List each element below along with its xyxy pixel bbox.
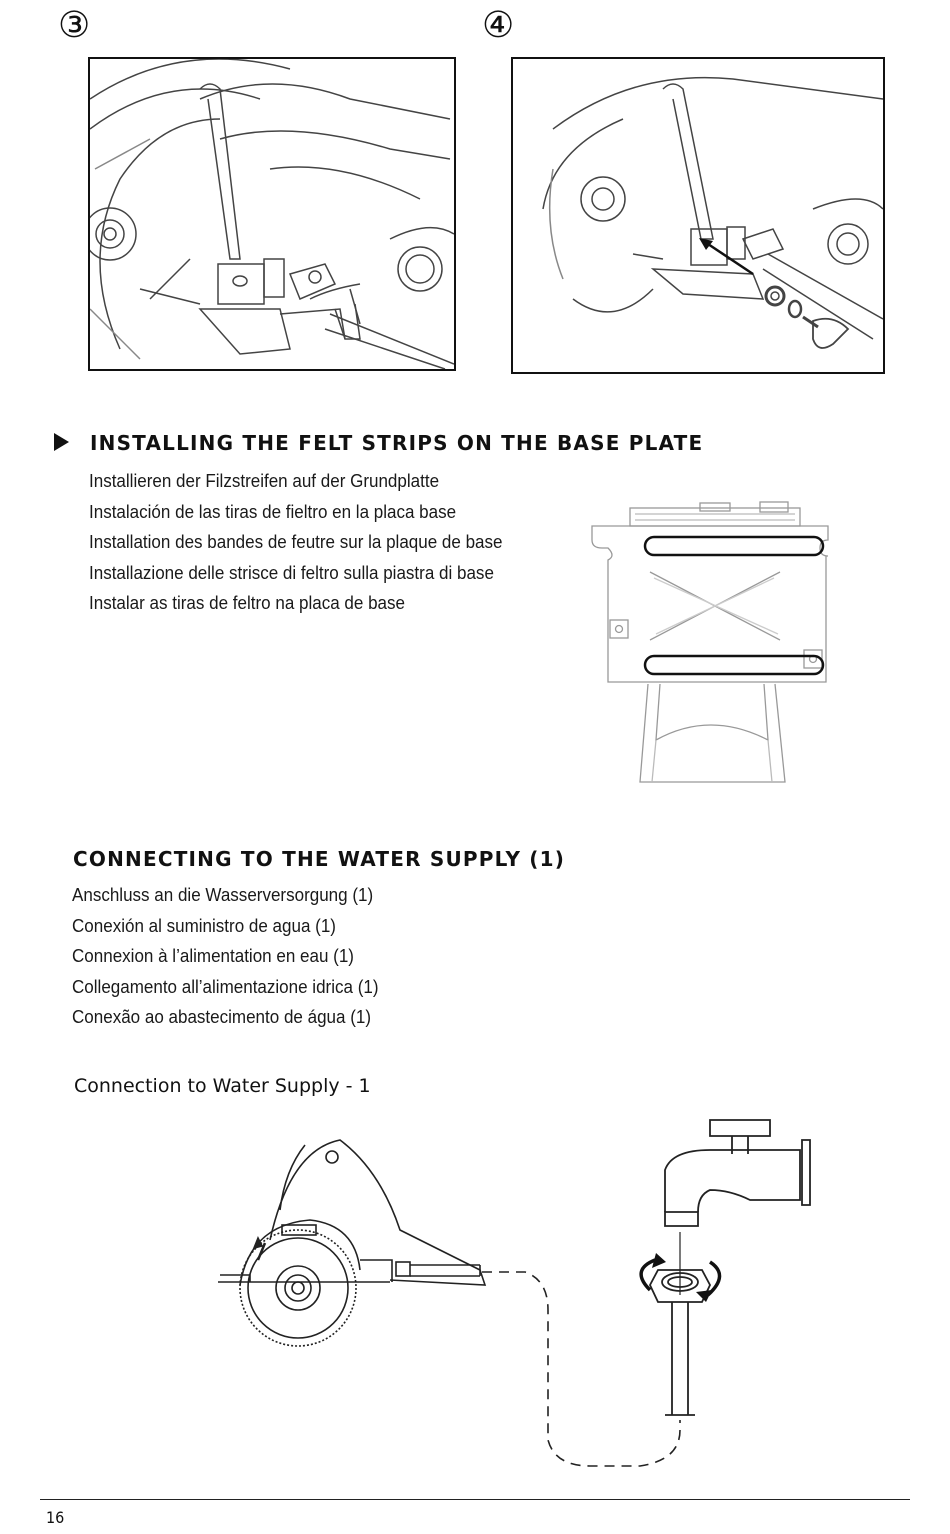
felt-strips xyxy=(645,537,823,674)
translation-pt: Instalar as tiras de feltro na placa de base xyxy=(89,592,406,613)
step-3-illustration xyxy=(88,57,456,371)
play-triangle-icon xyxy=(54,433,70,451)
base-plate-diagram xyxy=(590,500,840,790)
water-connection-diagram xyxy=(210,1110,830,1480)
step-4-illustration xyxy=(511,57,885,374)
translation-it: Installazione delle strisce di feltro sulla piastra di base xyxy=(89,561,494,583)
saw-clamp-drawing-3 xyxy=(90,59,454,369)
translation-es: Instalación de las tiras de fieltro en la placa base xyxy=(89,500,457,522)
water-section-title: CONNECTING TO THE WATER SUPPLY (1) xyxy=(73,847,566,871)
translation-fr: Installation des bandes de feutre sur la plaque de base xyxy=(89,531,503,552)
translation-es: Conexión al suministro de agua (1) xyxy=(72,914,336,936)
translation-pt: Conexão ao abastecimento de água (1) xyxy=(72,1006,371,1027)
step-number-4: ④ xyxy=(482,5,515,46)
water-section-translations xyxy=(72,880,405,1033)
saw-wingnut-drawing-4 xyxy=(513,59,883,372)
footer-rule xyxy=(40,1499,910,1500)
tile-saw-drawing xyxy=(218,1140,485,1346)
translation-de: Anschluss an die Wasserversorgung (1) xyxy=(72,884,374,905)
felt-section-title: INSTALLING THE FELT STRIPS ON THE BASE PLATE xyxy=(90,431,704,455)
step-number-3: ③ xyxy=(58,5,91,46)
figure-title: Connection to Water Supply - 1 xyxy=(74,1075,371,1097)
dashed-hose-line xyxy=(482,1272,680,1466)
felt-section-translations xyxy=(89,466,538,619)
translation-it: Collegamento all’alimentazione idrica (1) xyxy=(72,975,379,997)
translation-fr: Connexion à l’alimentation en eau (1) xyxy=(72,945,354,966)
page-number: 16 xyxy=(46,1508,65,1527)
translation-de: Installieren der Filzstreifen auf der Grundplatte xyxy=(89,470,440,491)
faucet-drawing xyxy=(665,1120,810,1226)
